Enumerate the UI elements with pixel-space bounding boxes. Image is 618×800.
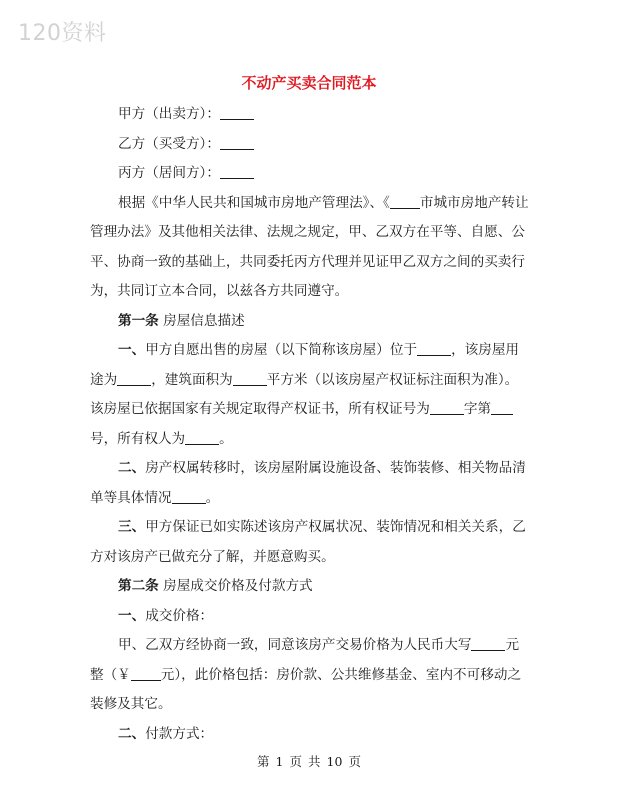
- blank-field: [233, 371, 267, 386]
- article-2-sub-1: [90, 602, 530, 632]
- item-text: 甲方自愿出售的房屋（以下简称该房屋）位于: [145, 342, 418, 358]
- blank-field: [172, 489, 206, 504]
- article-label: 第二条: [118, 578, 159, 594]
- article-1-heading: [90, 307, 530, 337]
- blank-field: [131, 666, 161, 681]
- blank-field: [390, 194, 420, 209]
- item-text: 。: [219, 430, 233, 447]
- item-text: ，建筑面积为: [151, 371, 233, 388]
- item-text: 。: [205, 489, 220, 506]
- blank-field: [220, 164, 254, 179]
- party-c-line: [90, 159, 530, 189]
- item-text: 甲、乙双方经协商一致，同意该房产交易价格为人民币大写: [118, 637, 472, 653]
- party-b-label: 乙方（买受方）：: [118, 135, 220, 152]
- preamble-text: 市城市房地产转让管理办法》及其他相关法律、法规之规定，甲、乙双方在平等、自愿、公平、协商一致的基础上，共同委托丙方代理并见证甲乙双方之间的买卖行为，共同订立本合同，以兹各方共同遵守。: [90, 194, 529, 299]
- blank-field: [430, 400, 464, 415]
- item-text: 平方米（以该房屋产权证标注面积为准）。该房屋已依据国家有关规定取得产权证书，所有权证号为: [90, 371, 519, 417]
- party-c-label: 丙方（居间方）：: [118, 165, 220, 181]
- blank-field: [471, 636, 505, 651]
- preamble-text: 根据《中华人民共和国城市房地产管理法》、《: [118, 194, 390, 211]
- item-number: 二、: [118, 460, 146, 476]
- price-paragraph: [90, 631, 530, 720]
- article-2-sub-2: [90, 720, 530, 750]
- item-number: 一、: [118, 607, 146, 624]
- item-text: 元整（￥: [90, 637, 520, 683]
- blank-field: [491, 400, 513, 415]
- item-text: 成交价格：: [145, 607, 214, 624]
- party-b-line: [90, 130, 530, 160]
- article-1-item-2: [90, 454, 530, 513]
- party-a-label: 甲方（出卖方）：: [118, 106, 220, 122]
- document-title: 不动产买卖合同范本: [241, 74, 377, 92]
- footer-word: 共: [308, 754, 321, 769]
- article-heading-text: 房屋成交价格及付款方式: [163, 578, 313, 594]
- article-1-item-1: [90, 336, 530, 454]
- preamble-paragraph: [90, 189, 530, 307]
- footer-word: 第: [257, 754, 270, 769]
- item-text: 元），此价格包括：房价款、公共维修基金、室内不可移动之装修及其它。: [90, 666, 522, 712]
- item-text: 付款方式：: [145, 725, 214, 742]
- watermark: 120资料: [18, 21, 107, 46]
- item-number: 三、: [118, 519, 146, 535]
- item-text: ，该房屋用途为: [90, 342, 520, 388]
- blank-field: [117, 371, 151, 386]
- item-number: 一、: [118, 342, 146, 358]
- footer-word: 页: [348, 754, 361, 769]
- item-text: 字第: [463, 401, 492, 417]
- item-text: 号，所有权人为: [90, 430, 186, 447]
- article-1-item-3: [90, 513, 530, 572]
- party-a-line: [90, 100, 530, 130]
- blank-field: [185, 430, 219, 445]
- article-2-heading: [90, 572, 530, 602]
- item-text: 房产权属转移时，该房屋附属设施设备、装饰装修、相关物品清单等具体情况: [90, 460, 526, 506]
- footer-word: 页: [289, 754, 303, 769]
- article-label: 第一条: [118, 312, 159, 329]
- item-text: 甲方保证已如实陈述该房产权属状况、装饰情况和相关关系，乙方对该房产已做充分了解，并愿意购买。: [90, 519, 526, 565]
- page-footer: [0, 752, 618, 770]
- document-body: [90, 100, 530, 749]
- blank-field: [220, 105, 254, 120]
- total-pages: 10: [326, 754, 343, 769]
- item-number: 二、: [118, 725, 146, 742]
- article-heading-text: 房屋信息描述: [163, 312, 245, 329]
- blank-field: [220, 135, 254, 150]
- blank-field: [417, 341, 451, 356]
- page-number: 1: [275, 754, 284, 769]
